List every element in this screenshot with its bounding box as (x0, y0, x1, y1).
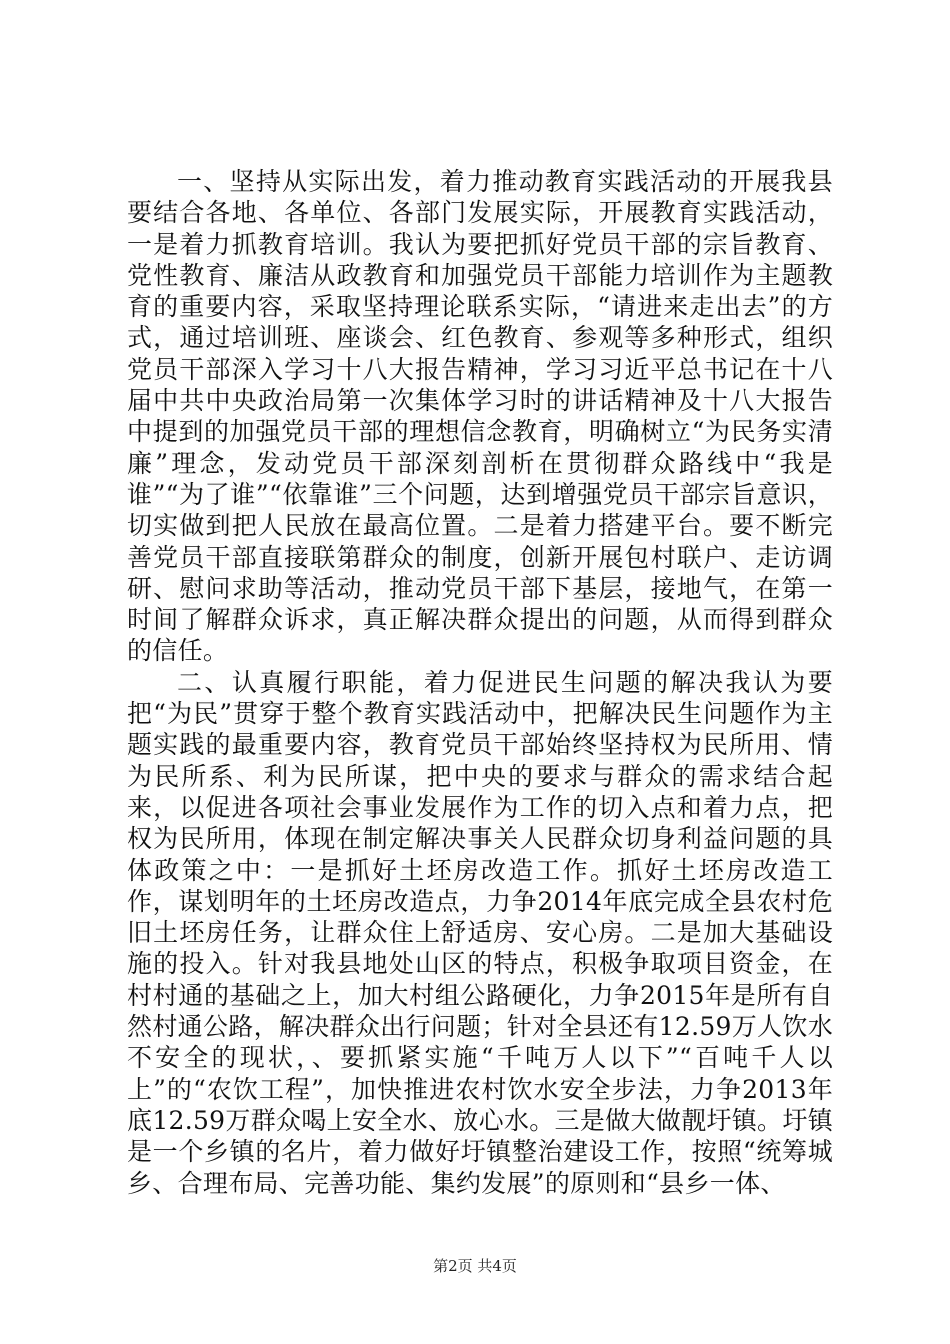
document-body (127, 166, 833, 1199)
paragraph-2: 二、认真履行职能，着力促进民生问题的解决我认为要把“为民”贯穿于整个教育实践活动中，把解决民生问题作为主题实践的最重要内容，教育党员干部始终坚持权为民所用、情为民所系、利为民所谋，把中央的要求与群众的需求结合起来，以促进各项社会事业发展作为工作的切入点和着力点，把权为民所用，体现在制定解决事关人民群众切身利益问题的具体政策之中：一是抓好土坯房改造工作。抓好土坯房改造工作，谋划明年的土坯房改造点，力争2014年底完成全县农村危旧土坯房任务，让群众住上舒适房、安心房。二是加大基础设施的投入。针对我县地处山区的特点，积极争取项目资金，在村村通的基础之上，加大村组公路硬化，力争2015年是所有自然村通公路，解决群众出行问题；针对全县还有12.59万人饮水不安全的现状，、要抓紧实施“千吨万人以下”“百吨千人以上”的“农饮工程”，加快推进农村饮水安全步法，力争2013年底12.59万群众喝上安全水、放心水。三是做大做靓圩镇。圩镇是一个乡镇的名片，着力做好圩镇整治建设工作，按照“统筹城乡、合理布局、完善功能、集约发展”的原则和“县乡一体、 (127, 667, 833, 1198)
page-footer (0, 1255, 950, 1276)
page-number: 第2页 共4页 (433, 1257, 517, 1275)
paragraph-1: 一、坚持从实际出发，着力推动教育实践活动的开展我县要结合各地、各单位、各部门发展实际，开展教育实践活动，一是着力抓教育培训。我认为要把抓好党员干部的宗旨教育、党性教育、廉洁从政教育和加强党员干部能力培训作为主题教育的重要内容，采取坚持理论联系实际，“请进来走出去”的方式，通过培训班、座谈会、红色教育、参观等多种形式，组织党员干部深入学习十八大报告精神，学习习近平总书记在十八届中共中央政治局第一次集体学习时的讲话精神及十八大报告中提到的加强党员干部的理想信念教育，明确树立“为民务实清廉”理念，发动党员干部深刻剖析在贯彻群众路线中“我是谁”“为了谁”“依靠谁”三个问题，达到增强党员干部宗旨意识，切实做到把人民放在最高位置。二是着力搭建平台。要不断完善党员干部直接联第群众的制度，创新开展包村联户、走访调研、慰问求助等活动，推动党员干部下基层，接地气，在第一时间了解群众诉求，真正解决群众提出的问题，从而得到群众的信任。 (127, 167, 833, 666)
